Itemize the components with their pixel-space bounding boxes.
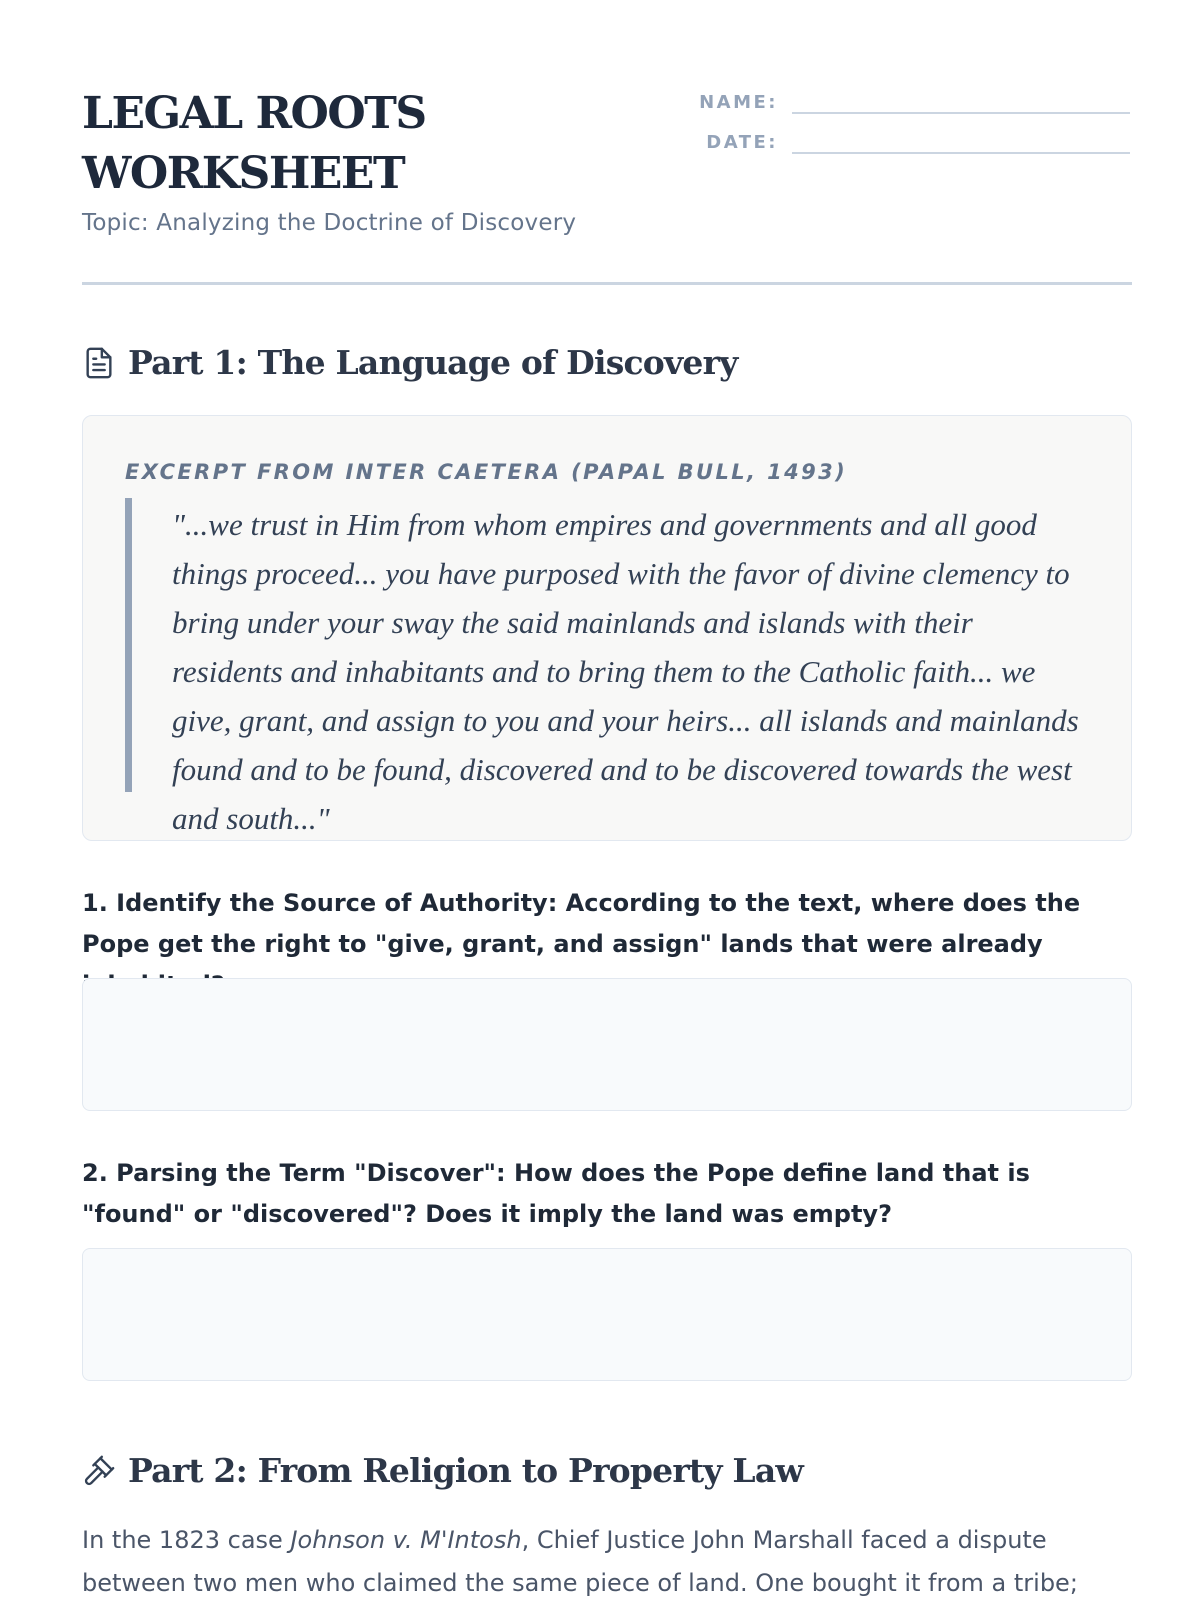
part2-heading-text: Part 2: From Religion to Property Law xyxy=(128,1451,804,1490)
part1-heading-text: Part 1: The Language of Discovery xyxy=(128,343,738,382)
gavel-icon xyxy=(82,1454,116,1488)
excerpt-quote: "...we trust in Him from whom empires and governments and all good things proceed... you have purposed with the favor of divine clemency to bring under your sway the said mainlands and islands with their residents and inhabitants and to bring them to the Catholic faith... we give, grant, and assign to you and your heirs... all islands and mainlands found and to be found, discovered and to be discovered towards the west and south..." xyxy=(125,498,1087,792)
part2-intro xyxy=(82,1519,1132,1600)
intro-text-start: In the 1823 case xyxy=(82,1526,291,1554)
page-title: LEGAL ROOTS WORKSHEET xyxy=(82,88,426,199)
page-subtitle: Topic: Analyzing the Doctrine of Discovery xyxy=(82,210,577,236)
name-label: NAME: xyxy=(699,92,778,113)
student-info xyxy=(610,78,1130,158)
excerpt-box xyxy=(82,415,1132,841)
intro-text-end: , Chief Justice John Marshall faced a dispute between two men who claimed the same piece of land. One bought it from a tribe; xyxy=(82,1526,1078,1597)
date-field[interactable] xyxy=(792,124,1130,154)
document-icon xyxy=(82,346,116,380)
name-field[interactable] xyxy=(792,84,1130,114)
date-label: DATE: xyxy=(706,132,778,153)
answer-box-2[interactable] xyxy=(82,1248,1132,1381)
date-row xyxy=(610,118,1130,158)
part1-heading xyxy=(82,343,738,382)
name-row xyxy=(610,78,1130,118)
excerpt-label: EXCERPT FROM INTER CAETERA (PAPAL BULL, 1493) xyxy=(125,460,848,484)
question-1: 1. Identify the Source of Authority: According to the text, where does the Pope get the right to "give, grant, and assign" lands that were already xyxy=(82,889,1081,958)
case-name: Johnson v. M'Intosh xyxy=(290,1526,522,1554)
question-2: 2. Parsing the Term "Discover": How does the Pope define land that is "found" or "discovered"? Does it imply the land was empty? xyxy=(82,1159,1030,1228)
answer-box-1[interactable] xyxy=(82,978,1132,1111)
header-divider xyxy=(82,282,1132,285)
part2-heading xyxy=(82,1451,803,1490)
